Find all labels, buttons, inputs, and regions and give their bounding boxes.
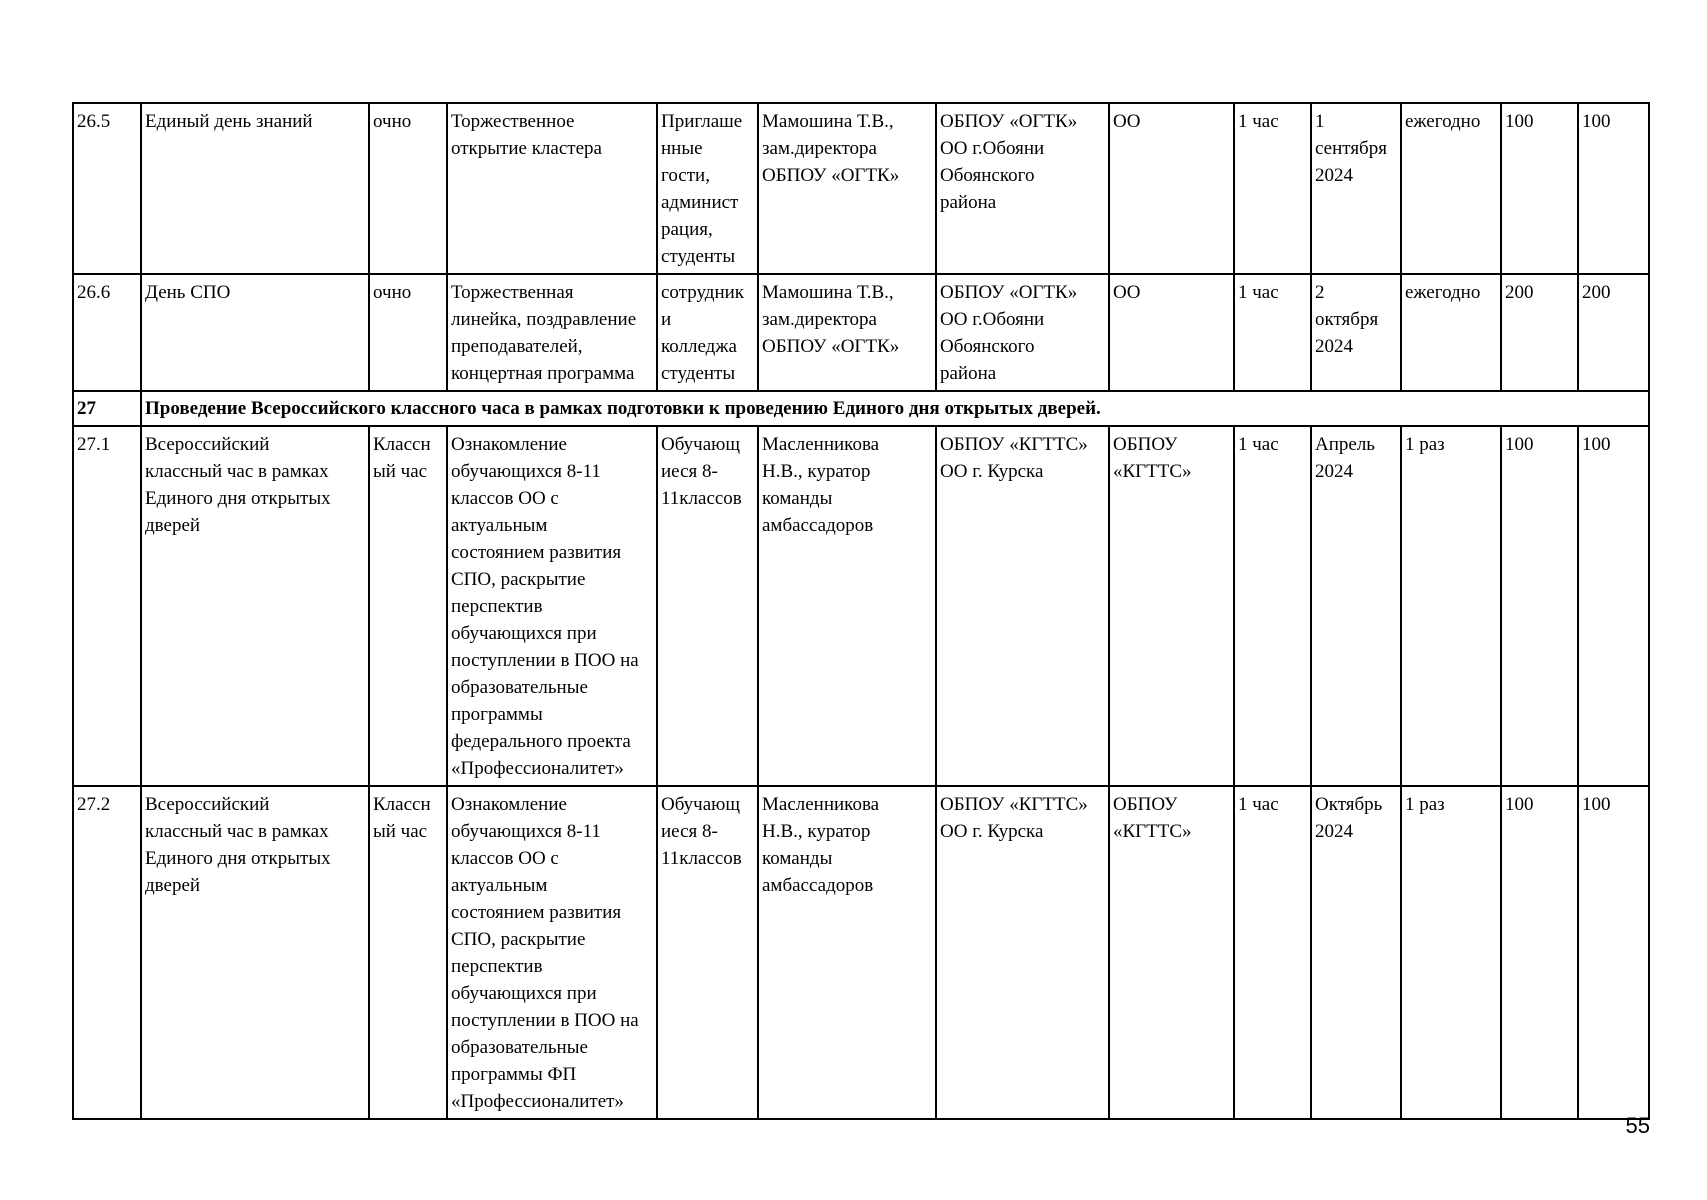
row-number-cell: 27.2 (73, 786, 141, 1119)
table-row (73, 786, 1649, 1119)
venue-cell: ОБПОУ «ОГТК» ОО г.Обояни Обоянского района (936, 274, 1109, 391)
duration-cell: 1 час (1234, 426, 1311, 786)
event-content-cell: Торжественная линейка, поздравление преподавателей, концертная программа (447, 274, 657, 391)
participants-cell: сотрудник и колледжа студенты (657, 274, 758, 391)
frequency-cell: 1 раз (1401, 786, 1501, 1119)
table-row (73, 103, 1649, 274)
venue-cell: ОБПОУ «КГТТС» ОО г. Курска (936, 786, 1109, 1119)
venue-cell: ОБПОУ «КГТТС» ОО г. Курска (936, 426, 1109, 786)
responsible-cell: Мамошина Т.В., зам.директора ОБПОУ «ОГТК» (758, 103, 936, 274)
count-cell: 100 (1501, 786, 1578, 1119)
participants-cell: Обучающ иеся 8- 11классов (657, 786, 758, 1119)
count-cell: 100 (1501, 103, 1578, 274)
count-cell: 200 (1501, 274, 1578, 391)
organization-cell: ОБПОУ «КГТТС» (1109, 786, 1234, 1119)
event-name-cell: Единый день знаний (141, 103, 369, 274)
section-number-cell: 27 (73, 391, 141, 426)
event-content-cell: Ознакомление обучающихся 8-11 классов ОО с актуальным состоянием развития СПО, раскрытие перспектив обучающихся при поступлении в ПОО на образовательные программы федерального проекта «Профессионалитет» (447, 426, 657, 786)
organization-cell: ОО (1109, 103, 1234, 274)
participants-cell: Обучающ иеся 8- 11классов (657, 426, 758, 786)
date-cell: 2 октября 2024 (1311, 274, 1401, 391)
table-row (73, 426, 1649, 786)
table-row (73, 274, 1649, 391)
section-row (73, 391, 1649, 426)
event-name-cell: День СПО (141, 274, 369, 391)
count-cell: 100 (1578, 786, 1649, 1119)
frequency-cell: ежегодно (1401, 274, 1501, 391)
count-cell: 200 (1578, 274, 1649, 391)
organization-cell: ОБПОУ «КГТТС» (1109, 426, 1234, 786)
responsible-cell: Масленникова Н.В., куратор команды амбассадоров (758, 786, 936, 1119)
frequency-cell: 1 раз (1401, 426, 1501, 786)
count-cell: 100 (1578, 103, 1649, 274)
duration-cell: 1 час (1234, 274, 1311, 391)
row-number-cell: 27.1 (73, 426, 141, 786)
event-form-cell: Классн ый час (369, 786, 447, 1119)
date-cell: 1 сентября 2024 (1311, 103, 1401, 274)
organization-cell: ОО (1109, 274, 1234, 391)
row-number-cell: 26.5 (73, 103, 141, 274)
count-cell: 100 (1578, 426, 1649, 786)
responsible-cell: Масленникова Н.В., куратор команды амбассадоров (758, 426, 936, 786)
events-plan-table (72, 102, 1650, 1120)
date-cell: Апрель 2024 (1311, 426, 1401, 786)
row-number-cell: 26.6 (73, 274, 141, 391)
frequency-cell: ежегодно (1401, 103, 1501, 274)
event-content-cell: Ознакомление обучающихся 8-11 классов ОО с актуальным состоянием развития СПО, раскрытие перспектив обучающихся при поступлении в ПОО на образовательные программы ФП «Профессионалитет» (447, 786, 657, 1119)
count-cell: 100 (1501, 426, 1578, 786)
duration-cell: 1 час (1234, 103, 1311, 274)
event-form-cell: Классн ый час (369, 426, 447, 786)
section-title-cell: Проведение Всероссийского классного часа в рамках подготовки к проведению Единого дня открытых дверей. (141, 391, 1649, 426)
event-name-cell: Всероссийский классный час в рамках Единого дня открытых дверей (141, 786, 369, 1119)
responsible-cell: Мамошина Т.В., зам.директора ОБПОУ «ОГТК» (758, 274, 936, 391)
participants-cell: Приглаше нные гости, админист рация, студенты (657, 103, 758, 274)
event-form-cell: очно (369, 274, 447, 391)
date-cell: Октябрь 2024 (1311, 786, 1401, 1119)
duration-cell: 1 час (1234, 786, 1311, 1119)
event-content-cell: Торжественное открытие кластера (447, 103, 657, 274)
event-form-cell: очно (369, 103, 447, 274)
venue-cell: ОБПОУ «ОГТК» ОО г.Обояни Обоянского района (936, 103, 1109, 274)
event-name-cell: Всероссийский классный час в рамках Единого дня открытых дверей (141, 426, 369, 786)
page-number: 55 (1625, 1113, 1650, 1138)
